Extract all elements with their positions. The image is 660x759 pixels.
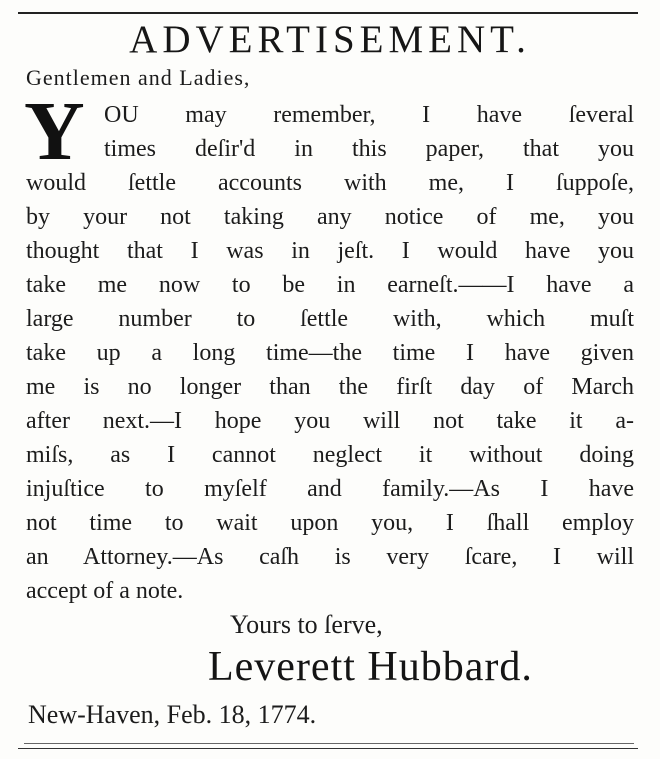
advertisement-body xyxy=(26,98,636,608)
body-line: would ſettle accounts with me, I ſuppoſe, xyxy=(26,170,634,196)
closing: Yours to ſerve, xyxy=(230,610,383,639)
body-line: accept of a note. xyxy=(26,578,184,604)
body-line: OU may remember, I have ſeveral xyxy=(104,102,634,128)
body-line: by your not taking any notice of me, you xyxy=(26,204,634,230)
body-line: miſs, as I cannot neglect it without doing xyxy=(26,442,634,468)
body-line: large number to ſettle with, which muſt xyxy=(26,306,634,332)
body-line: take me now to be in earneſt.——I have a xyxy=(26,272,634,298)
signature: Leverett Hubbard. xyxy=(208,644,533,690)
bottom-rule-inner xyxy=(24,743,634,744)
body-line: not time to wait upon you, I ſhall employ xyxy=(26,510,634,536)
body-line: an Attorney.—As caſh is very ſcare, I will xyxy=(26,544,634,570)
body-line: thought that I was in jeſt. I would have you xyxy=(26,238,634,264)
body-line: after next.—I hope you will not take it a- xyxy=(26,408,634,434)
top-rule xyxy=(18,12,638,14)
drop-cap: Y xyxy=(24,85,85,178)
body-line: injuſtice to myſelf and family.—As I have xyxy=(26,476,634,502)
salutation: Gentlemen and Ladies, xyxy=(26,65,251,90)
body-line: times deſir'd in this paper, that you xyxy=(104,136,634,162)
body-line: take up a long time—the time I have given xyxy=(26,340,634,366)
body-line: me is no longer than the firſt day of March xyxy=(26,374,634,400)
dateline: New-Haven, Feb. 18, 1774. xyxy=(28,700,317,729)
bottom-rule xyxy=(18,748,638,749)
advertisement-title: ADVERTISEMENT. xyxy=(129,18,531,61)
